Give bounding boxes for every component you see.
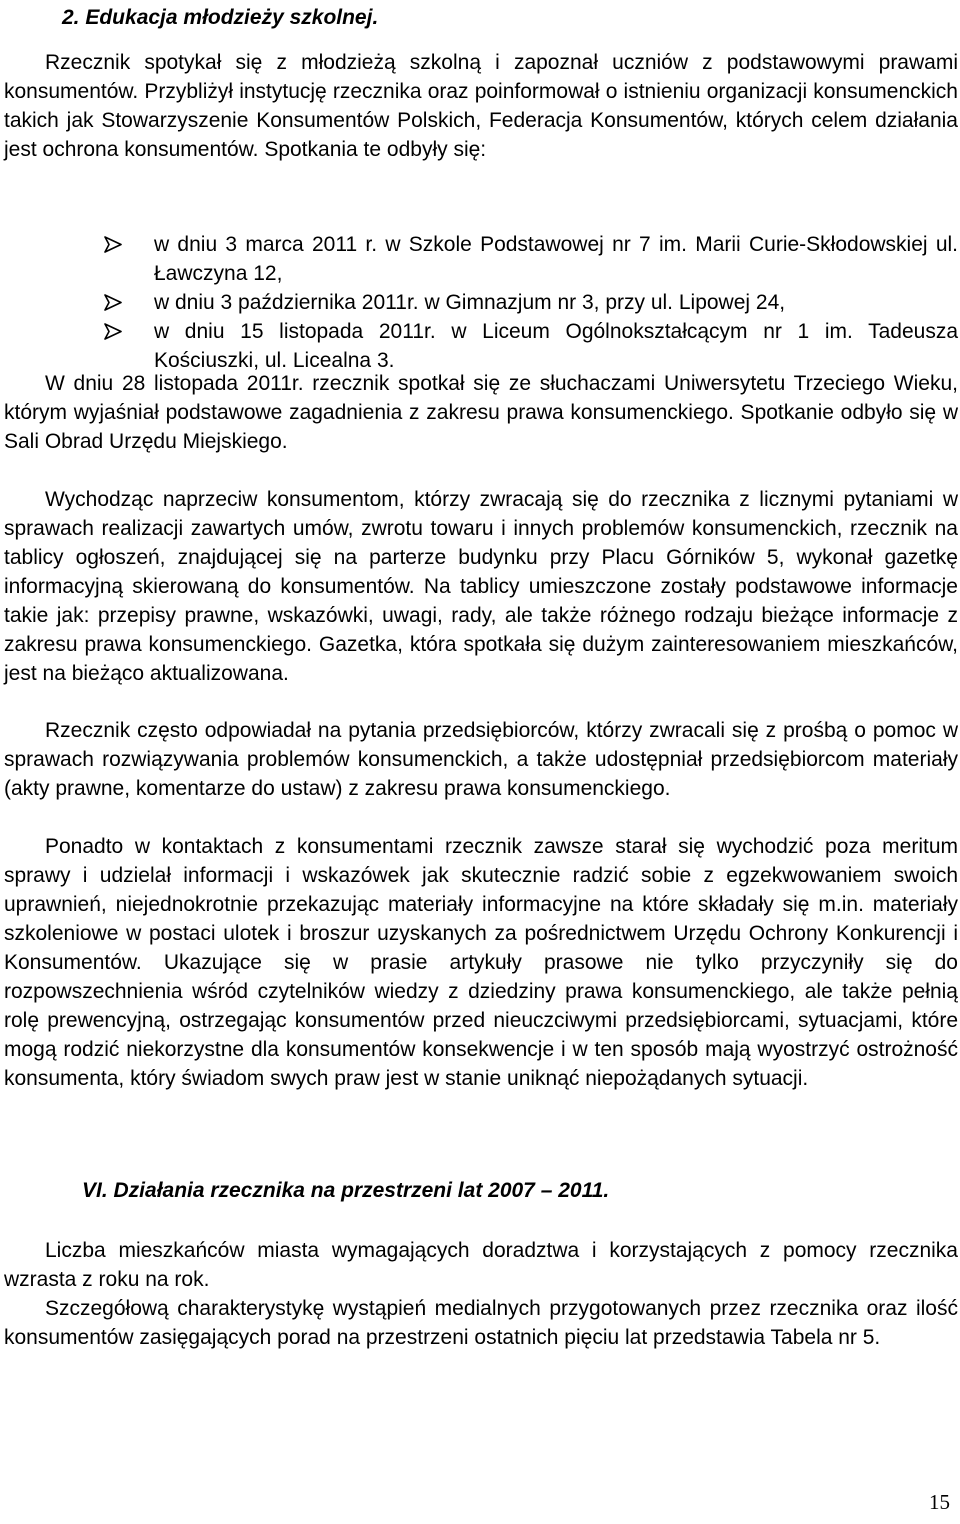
arrowhead-bullet-icon bbox=[104, 323, 122, 340]
paragraph-kontakty: Ponadto w kontaktach z konsumentami rzecznik zawsze starał się wychodzić poza meritum sprawy i udzielał informacji i wskazówek jak skutecznie radzić sobie z egzekwowaniem swoich uprawnień, niejednokrotnie przekazując materiały informacyjne na które składały się m.in. materiały szkoleniowe w postaci ulotek i broszur uzyskanych za pośrednictwem Urzędu Ochrony Konkurencji i Konsumentów. Ukazujące się w prasie artykuły prasowe nie tylko przyczyniły się do rozpowszechnienia wśród czytelników wiedzy z dziedziny prawa konsumenckiego, ale także pełnią rolę prewencyjną, ostrzegając konsumentów przed nieuczciwymi przedsiębiorcami, sytuacjami, które mogą rodzić niekorzystne dla konsumentów konsekwencje i w ten sposób mają wyostrzyć ostrożność konsumenta, który świadom swych praw jest w stanie uniknąć niepożądanych sytuacji. bbox=[4, 835, 958, 1090]
paragraph-gazetka: Wychodząc naprzeciw konsumentom, którzy zwracają się do rzecznika z licznymi pytaniami w sprawach realizacji zawartych umów, zwrotu towaru i innych problemów konsumenckich, rzecznik na tablicy ogłoszeń, znajdującej się na parterze budynku przy Placu Górników 5, wykonał gazetkę informacyjną skierowaną do konsumentów. Na tablicy umieszczone zostały podstawowe informacje takie jak: przepisy prawne, wskazówki, uwagi, rady, ale także różnego rodzaju bieżące informacje z zakresu prawa konsumenckiego. Gazetka, która spotkała się dużym zainteresowaniem mieszkańców, jest na bieżąco aktualizowana. bbox=[4, 488, 958, 685]
section-vi-paragraph-2: Szczegółową charakterystykę wystąpień medialnych przygotowanych przez rzecznika oraz ilość konsumentów zasięgających porad na przestrzeni ostatnich pięciu lat przedstawia Tabela nr 5. bbox=[4, 1297, 958, 1349]
arrowhead-bullet-icon bbox=[104, 236, 122, 253]
section-vi-heading: VI. Działania rzecznika na przestrzeni lat 2007 – 2011. bbox=[82, 1179, 610, 1202]
arrowhead-bullet-icon bbox=[104, 294, 122, 311]
paragraph-przedsiebiorcy: Rzecznik często odpowiadał na pytania przedsiębiorców, którzy zwracali się z prośbą o pomoc w sprawach rozwiązywania problemów konsumenckich, a także udostępniał przedsiębiorcom materiały (akty prawne, komentarze do ustaw) z zakresu prawa konsumenckiego. bbox=[4, 719, 958, 800]
list-item: w dniu 3 marca 2011 r. w Szkole Podstawowej nr 7 im. Marii Curie-Skłodowskiej ul. Ławczyna 12, bbox=[4, 230, 958, 288]
intro-paragraph: Rzecznik spotykał się z młodzieżą szkolną i zapoznał uczniów z podstawowymi prawami konsumentów. Przybliżył instytucję rzecznika oraz poinformował o istnieniu organizacji konsumenckich takich jak Stowarzyszenie Konsumentów Polskich, Federacja Konsumentów, których celem działania jest ochrona konsumentów. Spotkania te odbyły się: bbox=[4, 51, 958, 161]
page-number: 15 bbox=[929, 1490, 950, 1514]
list-item: w dniu 15 listopada 2011r. w Liceum Ogólnokształcącym nr 1 im. Tadeusza Kościuszki, ul. Licealna 3. bbox=[4, 317, 958, 375]
section-heading: 2. Edukacja młodzieży szkolnej. bbox=[62, 6, 379, 29]
section-vi-paragraph-1: Liczba mieszkańców miasta wymagających doradztwa i korzystających z pomocy rzecznika wzrasta z roku na rok. bbox=[4, 1239, 958, 1291]
paragraph-utw: W dniu 28 listopada 2011r. rzecznik spotkał się ze słuchaczami Uniwersytetu Trzeciego Wieku, którym wyjaśniał podstawowe zagadnienia z zakresu prawa konsumenckiego. Spotkanie odbyło się w Sali Obrad Urzędu Miejskiego. bbox=[4, 372, 958, 453]
list-item: w dniu 3 października 2011r. w Gimnazjum nr 3, przy ul. Lipowej 24, bbox=[4, 288, 958, 317]
meeting-list bbox=[4, 230, 958, 375]
